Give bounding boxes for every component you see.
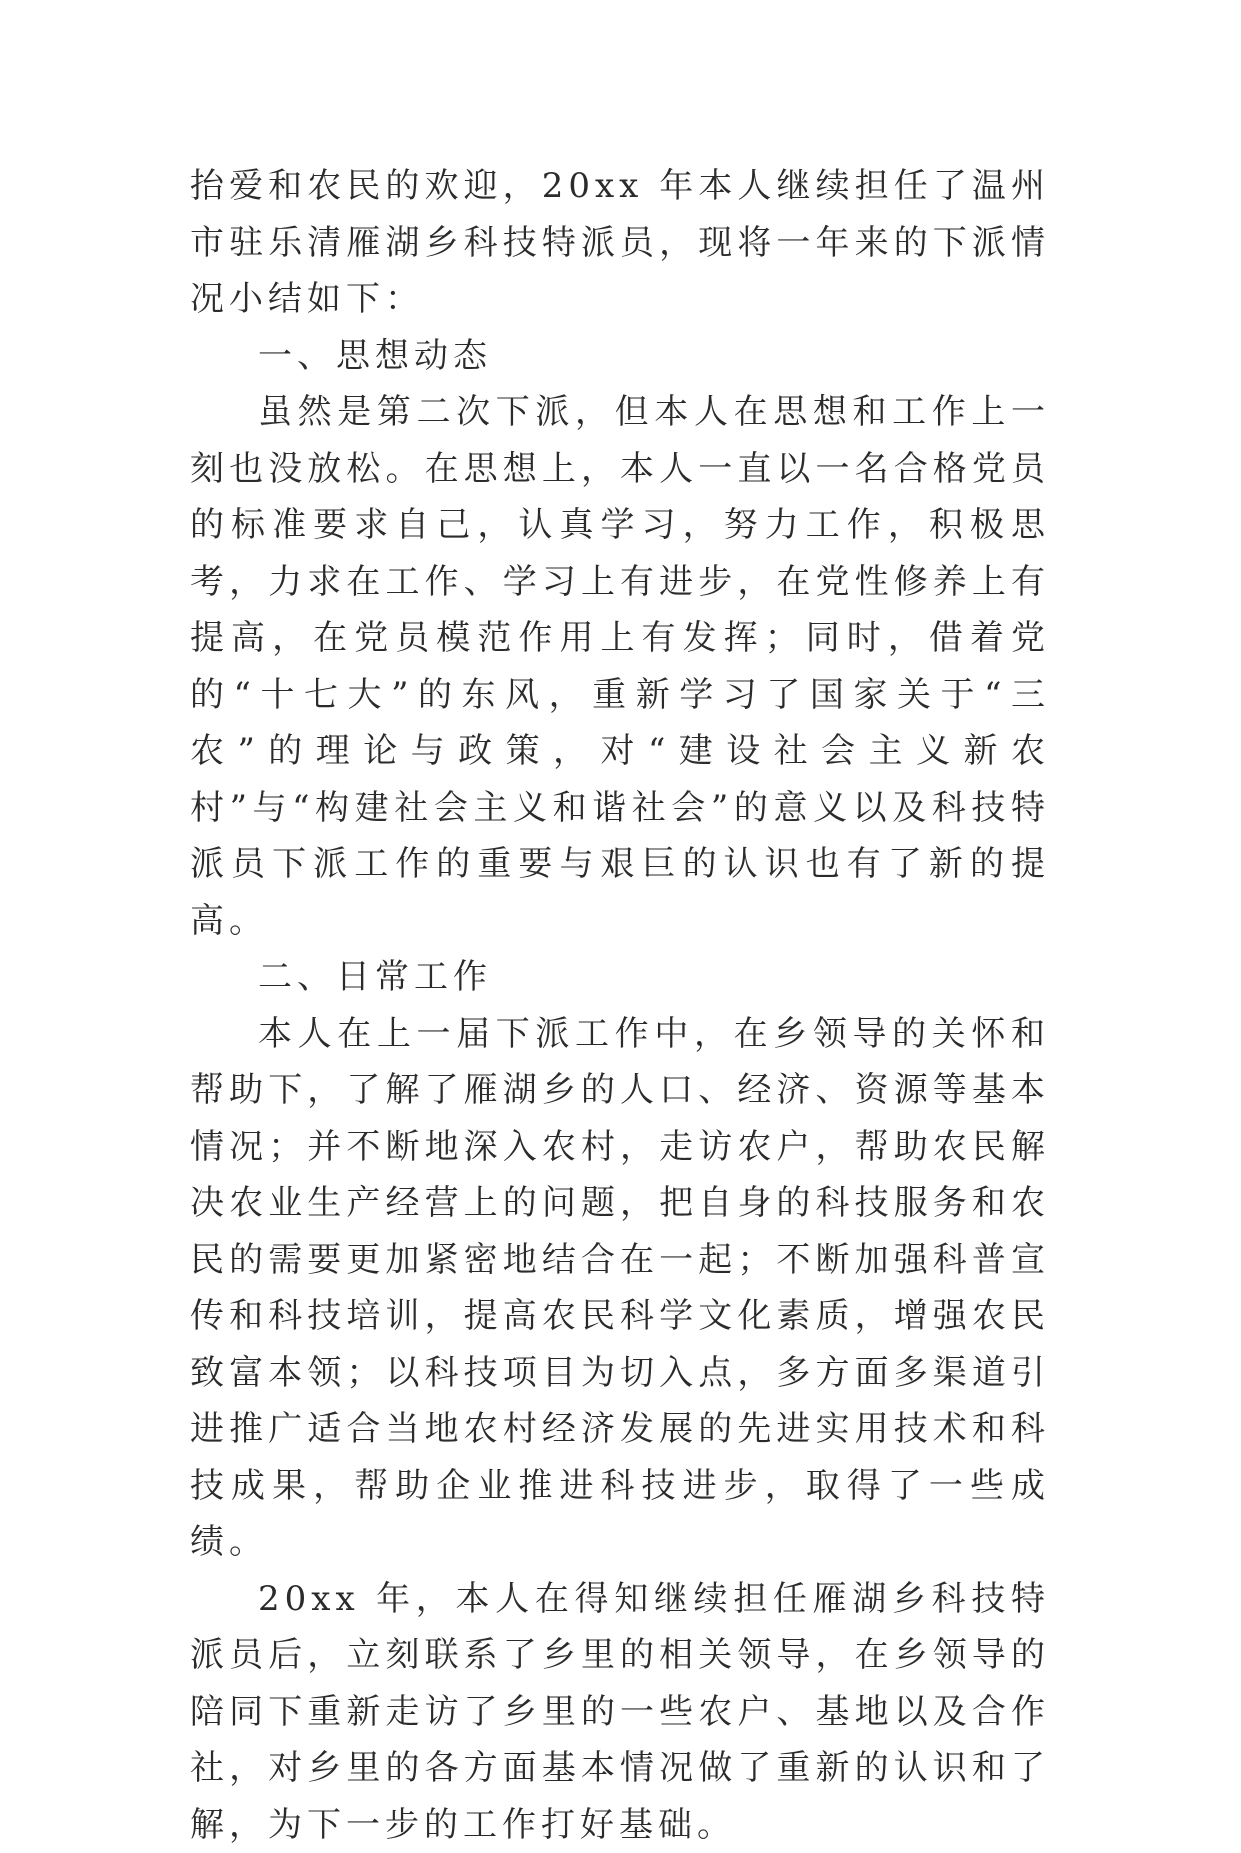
section-heading-daily-work: 二、日常工作 [190,949,1050,1006]
daily-work-paragraph: 本人在上一届下派工作中，在乡领导的关怀和帮助下，了解了雁湖乡的人口、经济、资源等基本情况；并不断地深入农村，走访农户，帮助农民解决农业生产经营上的问题，把自身的科技服务和农民的需要更加紧密地结合在一起；不断加强科普宣传和科技培训，提高农民科学文化素质，增强农民致富本领；以科技项目为切入点，多方面多渠道引进推广适合当地农村经济发展的先进实用技术和科技成果，帮助企业推进科技进步，取得了一些成绩。 [190,1006,1050,1571]
current-year-paragraph: 20xx 年，本人在得知继续担任雁湖乡科技特派员后，立刻联系了乡里的相关领导，在乡领导的陪同下重新走访了乡里的一些农户、基地以及合作社，对乡里的各方面基本情况做了重新的认识和了解，为下一步的工作打好基础。 [190,1571,1050,1853]
section-heading-thoughts: 一、思想动态 [190,328,1050,385]
intro-paragraph: 抬爱和农民的欢迎，20xx 年本人继续担任了温州市驻乐清雁湖乡科技特派员，现将一年来的下派情况小结如下： [190,158,1050,328]
document-body [190,158,1050,1853]
thoughts-paragraph: 虽然是第二次下派，但本人在思想和工作上一刻也没放松。在思想上，本人一直以一名合格党员的标准要求自己，认真学习，努力工作，积极思考，力求在工作、学习上有进步，在党性修养上有提高，在党员模范作用上有发挥；同时，借着党的“十七大”的东风，重新学习了国家关于“三农”的理论与政策，对“建设社会主义新农村”与“构建社会主义和谐社会”的意义以及科技特派员下派工作的重要与艰巨的认识也有了新的提高。 [190,384,1050,949]
